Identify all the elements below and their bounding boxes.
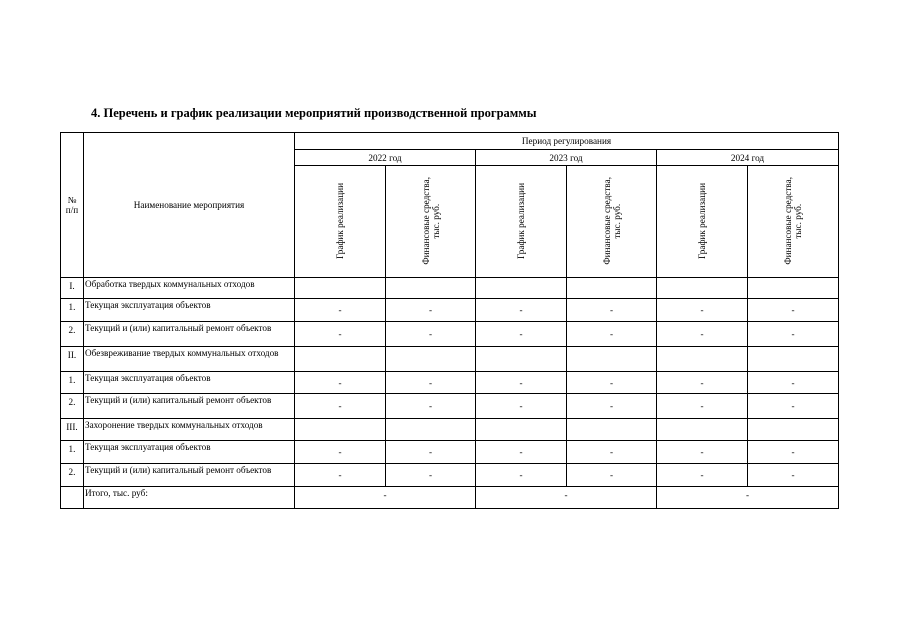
- header-finance-label: Финансовые средства, тыс. руб.: [783, 176, 803, 265]
- row-value-cell: -: [476, 299, 567, 322]
- row-value-cell: -: [748, 394, 839, 419]
- document-heading: 4. Перечень и график реализации мероприятий производственной программы: [91, 106, 537, 120]
- header-schedule-2024: [657, 166, 748, 278]
- row-number: 1.: [61, 372, 84, 394]
- header-year-2023: 2023 год: [476, 150, 657, 166]
- header-finance-2023: [567, 166, 657, 278]
- row-value-cell: -: [748, 322, 839, 347]
- row-name: Текущая эксплуатация объектов: [84, 299, 295, 322]
- row-value-cell: [295, 419, 386, 441]
- row-value-cell: -: [295, 464, 386, 487]
- row-value-cell: [657, 347, 748, 372]
- row-value-cell: [476, 278, 567, 299]
- row-number: III.: [61, 419, 84, 441]
- row-value-cell: -: [567, 441, 657, 464]
- row-value-cell: -: [567, 322, 657, 347]
- row-value-cell: -: [748, 464, 839, 487]
- row-name: Захоронение твердых коммунальных отходов: [84, 419, 295, 441]
- section-row: [61, 419, 839, 441]
- row-value-cell: -: [386, 441, 476, 464]
- row-value-cell: -: [295, 441, 386, 464]
- header-schedule-2022: [295, 166, 386, 278]
- total-value: -: [295, 487, 476, 509]
- row-value-cell: -: [657, 464, 748, 487]
- section-row: [61, 278, 839, 299]
- row-value-cell: -: [657, 441, 748, 464]
- row-value-cell: [476, 347, 567, 372]
- row-value-cell: [295, 347, 386, 372]
- row-value-cell: -: [657, 394, 748, 419]
- row-value-cell: -: [657, 322, 748, 347]
- row-value-cell: [748, 278, 839, 299]
- row-value-cell: [386, 419, 476, 441]
- row-value-cell: -: [476, 322, 567, 347]
- table-row: [61, 394, 839, 419]
- total-value: -: [657, 487, 839, 509]
- header-name: Наименование мероприятия: [84, 133, 295, 278]
- row-value-cell: -: [476, 464, 567, 487]
- table-row: [61, 464, 839, 487]
- section-row: [61, 347, 839, 372]
- row-value-cell: -: [295, 322, 386, 347]
- table-row: [61, 441, 839, 464]
- row-value-cell: -: [386, 394, 476, 419]
- header-finance-2024: [748, 166, 839, 278]
- row-number: I.: [61, 278, 84, 299]
- total-row: [61, 487, 839, 509]
- row-number: 2.: [61, 394, 84, 419]
- row-value-cell: [476, 419, 567, 441]
- row-value-cell: -: [567, 464, 657, 487]
- row-value-cell: -: [748, 299, 839, 322]
- row-number: 2.: [61, 464, 84, 487]
- table-row: [61, 322, 839, 347]
- header-year-2024: 2024 год: [657, 150, 839, 166]
- header-row-period: [61, 133, 839, 150]
- total-number-cell: [61, 487, 84, 509]
- row-value-cell: -: [295, 394, 386, 419]
- row-value-cell: [657, 278, 748, 299]
- row-value-cell: -: [657, 372, 748, 394]
- row-value-cell: [295, 278, 386, 299]
- table-row: [61, 299, 839, 322]
- row-value-cell: -: [476, 441, 567, 464]
- row-name: Текущий и (или) капитальный ремонт объектов: [84, 394, 295, 419]
- row-value-cell: [386, 347, 476, 372]
- row-value-cell: -: [748, 441, 839, 464]
- header-schedule-2023: [476, 166, 567, 278]
- header-schedule-label: График реализации: [697, 182, 707, 259]
- row-value-cell: [657, 419, 748, 441]
- row-number: II.: [61, 347, 84, 372]
- header-schedule-label: График реализации: [335, 182, 345, 259]
- row-value-cell: [748, 419, 839, 441]
- header-finance-label: Финансовые средства, тыс. руб.: [420, 176, 441, 265]
- row-number: 1.: [61, 299, 84, 322]
- row-value-cell: -: [748, 372, 839, 394]
- row-value-cell: -: [567, 372, 657, 394]
- table-row: [61, 372, 839, 394]
- total-label: Итого, тыс. руб:: [84, 487, 295, 509]
- program-table: [60, 132, 839, 509]
- row-value-cell: -: [657, 299, 748, 322]
- header-num: № п/п: [61, 133, 84, 278]
- row-value-cell: [386, 278, 476, 299]
- row-value-cell: -: [386, 299, 476, 322]
- total-value: -: [476, 487, 657, 509]
- row-name: Обработка твердых коммунальных отходов: [84, 278, 295, 299]
- header-schedule-label: График реализации: [516, 182, 526, 259]
- row-value-cell: -: [567, 394, 657, 419]
- row-name: Текущая эксплуатация объектов: [84, 441, 295, 464]
- row-value-cell: [567, 278, 657, 299]
- row-value-cell: [748, 347, 839, 372]
- header-year-2022: 2022 год: [295, 150, 476, 166]
- row-value-cell: -: [295, 372, 386, 394]
- header-finance-2022: [386, 166, 476, 278]
- row-value-cell: -: [386, 372, 476, 394]
- row-value-cell: -: [295, 299, 386, 322]
- row-name: Обезвреживание твердых коммунальных отходов: [84, 347, 295, 372]
- row-name: Текущий и (или) капитальный ремонт объектов: [84, 322, 295, 347]
- header-period: Период регулирования: [295, 133, 839, 150]
- row-value-cell: -: [386, 464, 476, 487]
- row-name: Текущий и (или) капитальный ремонт объектов: [84, 464, 295, 487]
- row-value-cell: -: [476, 394, 567, 419]
- row-number: 2.: [61, 322, 84, 347]
- row-value-cell: [567, 347, 657, 372]
- row-value-cell: -: [386, 322, 476, 347]
- row-number: 1.: [61, 441, 84, 464]
- row-value-cell: [567, 419, 657, 441]
- header-finance-label: Финансовые средства, тыс. руб.: [601, 176, 622, 265]
- row-name: Текущая эксплуатация объектов: [84, 372, 295, 394]
- row-value-cell: -: [567, 299, 657, 322]
- row-value-cell: -: [476, 372, 567, 394]
